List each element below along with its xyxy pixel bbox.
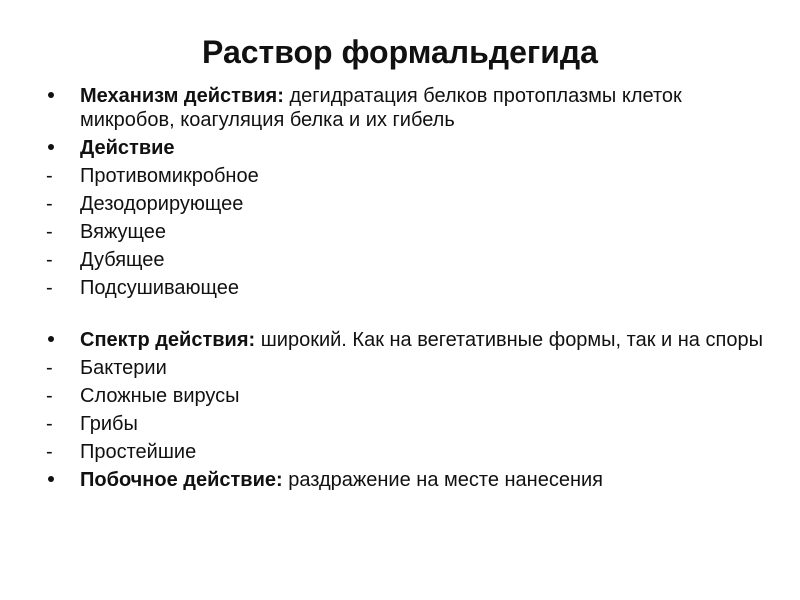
action-item: Вяжущее <box>80 221 167 243</box>
spectrum-item: Бактерии <box>80 357 167 379</box>
mechanism-label: Механизм действия: <box>80 85 284 107</box>
action-item: Подсушивающее <box>80 277 239 299</box>
bullet-dot-icon <box>46 84 76 108</box>
list-item <box>46 248 766 272</box>
dash-marker: - <box>46 193 53 215</box>
dash-marker: - <box>46 441 53 463</box>
bullet-mechanism <box>46 84 766 132</box>
spectrum-text: широкий. Как на вегетативные формы, так и на споры <box>255 329 763 351</box>
slide-content <box>46 84 766 496</box>
list-item <box>46 356 766 380</box>
dash-marker: - <box>46 277 53 299</box>
dash-marker: - <box>46 357 53 379</box>
action-item: Противомикробное <box>80 165 259 187</box>
side-effect-text: раздражение на месте нанесения <box>282 469 603 491</box>
list-item <box>46 412 766 436</box>
slide-title: Раствор формальдегида <box>202 34 598 70</box>
bullet-dot-icon <box>46 136 76 160</box>
spectrum-label: Спектр действия: <box>80 329 256 351</box>
bullet-spectrum <box>46 328 766 352</box>
action-item: Дезодорирующее <box>80 193 244 215</box>
dash-marker: - <box>46 413 53 435</box>
list-item <box>46 440 766 464</box>
spectrum-item: Грибы <box>80 413 138 435</box>
action-label: Действие <box>80 137 175 159</box>
dash-marker: - <box>46 221 53 243</box>
list-item <box>46 192 766 216</box>
list-item <box>46 220 766 244</box>
bullet-dot-icon <box>46 468 76 492</box>
bullet-dot-icon <box>46 328 76 352</box>
spectrum-item: Сложные вирусы <box>80 385 240 407</box>
dash-marker: - <box>46 165 53 187</box>
spectrum-item: Простейшие <box>80 441 197 463</box>
list-item <box>46 276 766 300</box>
bullet-side-effect <box>46 468 766 492</box>
mechanism-text: дегидратация белков протоплазмы клеток микробов, коагуляция белка и их гибель <box>80 85 682 131</box>
dash-marker: - <box>46 249 53 271</box>
spacer <box>46 304 766 328</box>
dash-marker: - <box>46 385 53 407</box>
list-item <box>46 164 766 188</box>
action-item: Дубящее <box>80 249 165 271</box>
list-item <box>46 384 766 408</box>
bullet-action <box>46 136 766 160</box>
side-effect-label: Побочное действие: <box>80 469 283 491</box>
